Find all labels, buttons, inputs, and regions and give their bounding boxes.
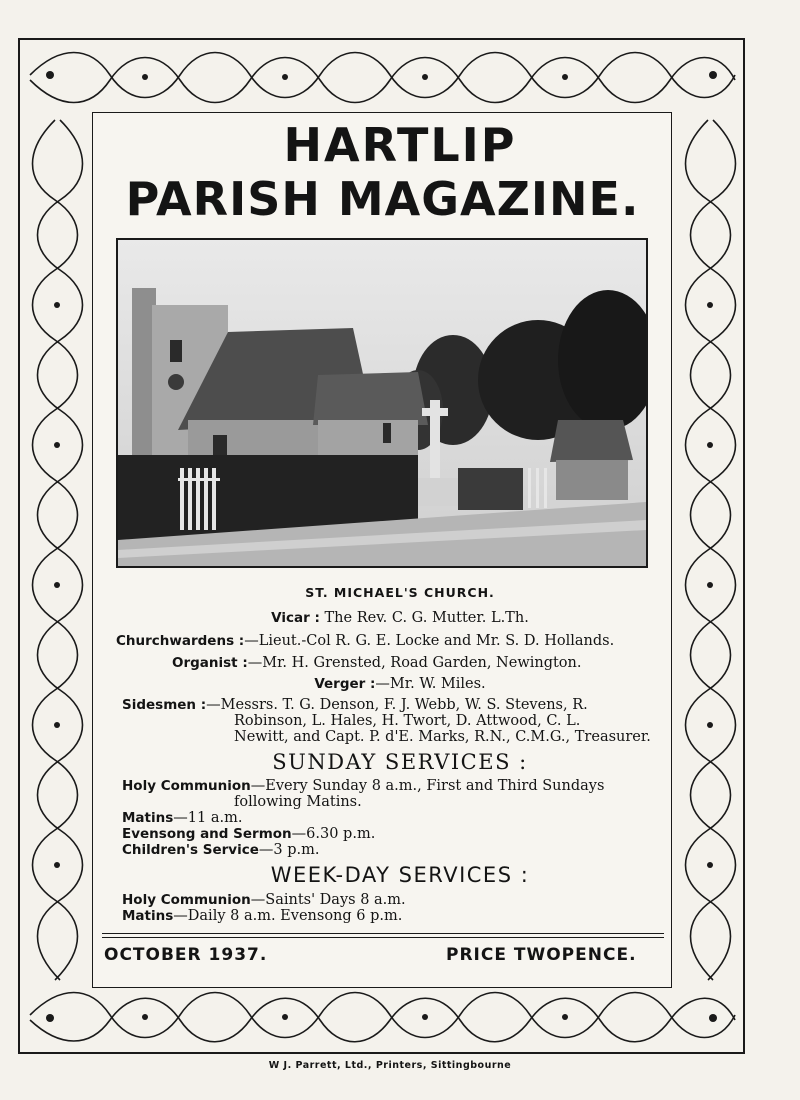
childrens-service-label: Children's Service	[122, 842, 259, 858]
sunday-holy-communion-label: Holy Communion	[122, 778, 251, 794]
sunday-services-heading: SUNDAY SERVICES :	[272, 750, 528, 774]
evensong-line	[122, 826, 375, 842]
evensong-label: Evensong and Sermon	[122, 826, 292, 842]
organist-label: Organist :	[172, 655, 248, 671]
top-border-vines	[30, 53, 735, 103]
printer-imprint: W J. Parrett, Ltd., Printers, Sittingbourne	[268, 1060, 512, 1071]
masthead-title: HARTLIP	[283, 118, 517, 172]
childrens-service-line	[122, 842, 319, 858]
vicar-name: The Rev. C. G. Mutter. L.Th.	[324, 610, 529, 626]
sunday-matins-time: —11 a.m.	[173, 810, 243, 826]
verger-name: —Mr. W. Miles.	[375, 676, 486, 692]
cottage	[550, 420, 633, 500]
churchwardens-names: —Lieut.-Col R. G. E. Locke and Mr. S. D. Hollands.	[244, 633, 615, 649]
verger-label: Verger :	[314, 676, 376, 692]
left-border-vines	[33, 120, 83, 980]
weekday-matins-times: —Daily 8 a.m. Evensong 6 p.m.	[173, 908, 403, 924]
sidesmen-line-1	[122, 697, 588, 713]
weekday-matins-label: Matins	[122, 908, 174, 924]
sunday-matins-line	[122, 810, 242, 826]
evensong-time: —6.30 p.m.	[291, 826, 376, 842]
right-border-vines	[686, 120, 736, 980]
weekday-services-heading: WEEK-DAY SERVICES :	[270, 863, 530, 887]
sidesmen-names-3: Newitt, and Capt. P. d'E. Marks, R.N., C.M.G., Treasurer.	[234, 729, 651, 745]
weekday-matins-line	[122, 908, 402, 924]
footer-rule	[102, 933, 664, 934]
vicar-line	[0, 610, 800, 626]
sidesmen-label: Sidesmen :	[122, 697, 207, 713]
church-photo	[116, 238, 648, 568]
sunday-matins-label: Matins	[122, 810, 174, 826]
issue-date: OCTOBER 1937.	[104, 945, 268, 965]
churchwardens-label: Churchwardens :	[116, 633, 245, 649]
masthead-subtitle: PARISH MAGAZINE.	[125, 172, 640, 226]
weekday-holy-communion-time: —Saints' Days 8 a.m.	[250, 892, 406, 908]
sunday-holy-communion-times-2: following Matins.	[234, 794, 362, 810]
verger-line	[0, 676, 800, 692]
organist-line	[172, 655, 582, 671]
organist-name: —Mr. H. Grensted, Road Garden, Newington.	[247, 655, 582, 671]
sidesmen-names-2: Robinson, L. Hales, H. Twort, D. Attwood, C. L.	[234, 713, 581, 729]
sidesmen-names-1: —Messrs. T. G. Denson, F. J. Webb, W. S. Stevens, R.	[206, 697, 588, 713]
vicar-label: Vicar :	[271, 610, 320, 626]
price: PRICE TWOPENCE.	[446, 945, 637, 965]
weekday-holy-communion-line	[122, 892, 406, 908]
sunday-holy-communion-line	[122, 778, 604, 794]
footer-rule-double	[102, 937, 664, 938]
churchwardens-line	[116, 633, 614, 649]
childrens-service-time: —3 p.m.	[258, 842, 320, 858]
church-illustration	[118, 240, 646, 566]
photo-caption: ST. MICHAEL'S CHURCH.	[305, 585, 495, 600]
bottom-border-vines	[30, 993, 735, 1042]
sunday-holy-communion-times: —Every Sunday 8 a.m., First and Third Sundays	[250, 778, 605, 794]
weekday-holy-communion-label: Holy Communion	[122, 892, 251, 908]
